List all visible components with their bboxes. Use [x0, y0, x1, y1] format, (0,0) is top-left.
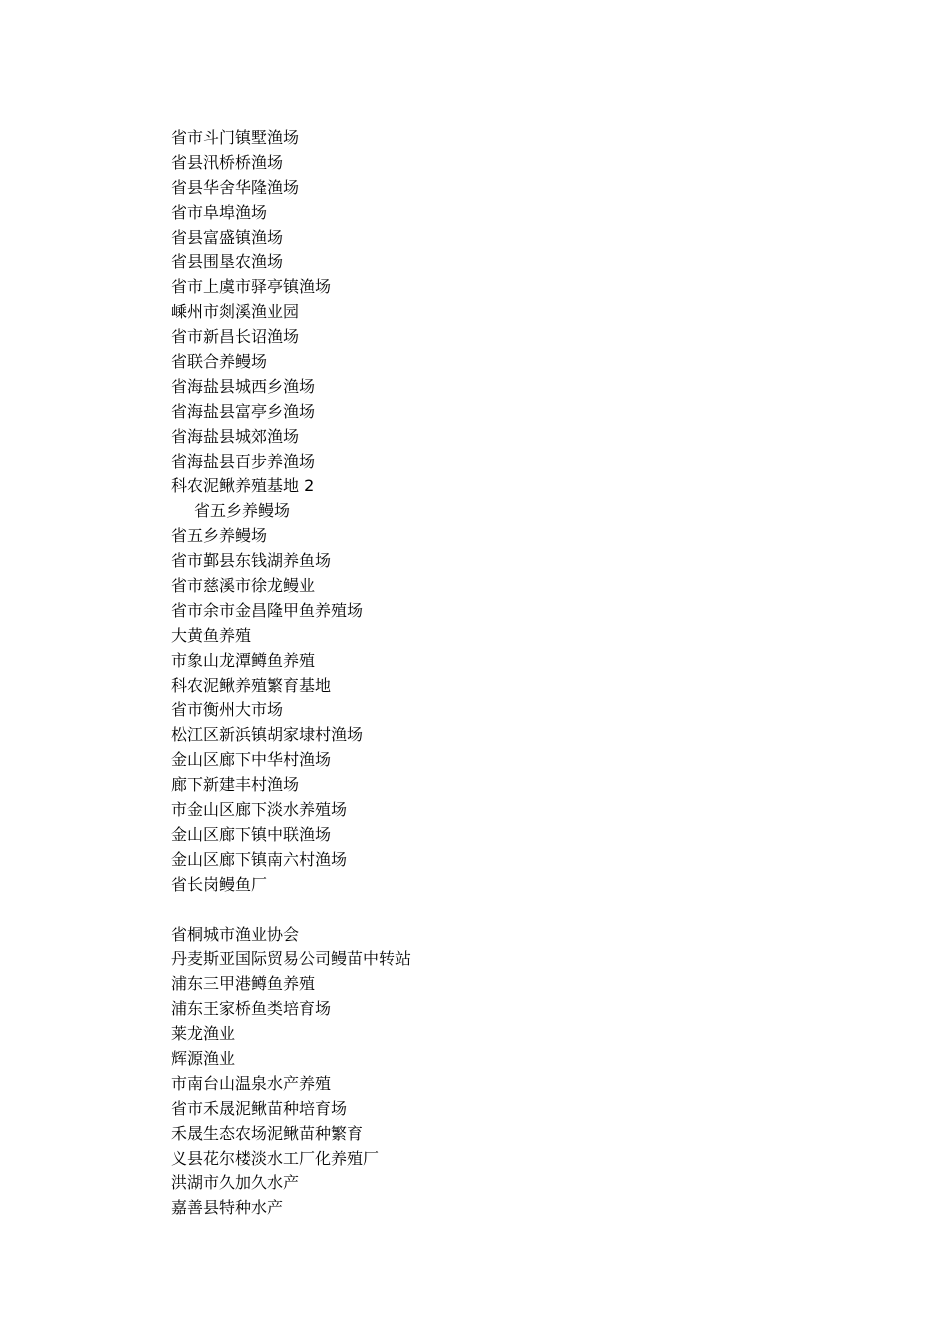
list-item: 省海盐县百步养渔场	[171, 451, 316, 471]
list-item: 市南台山温泉水产养殖	[171, 1073, 332, 1093]
list-item: 省市阜埠渔场	[171, 202, 268, 222]
list-item: 省海盐县城郊渔场	[171, 426, 300, 446]
list-item: 义县花尔楼淡水工厂化养殖厂	[171, 1148, 380, 1168]
list-item: 金山区廊下镇南六村渔场	[171, 849, 348, 869]
list-item: 省海盐县富亭乡渔场	[171, 401, 316, 421]
list-item: 浦东三甲港鳟鱼养殖	[171, 974, 316, 994]
entry-list	[171, 126, 411, 1221]
list-item: 省市上虞市驿亭镇渔场	[171, 277, 332, 297]
list-item: 省五乡养鳗场	[194, 501, 291, 521]
list-item: 禾晟生态农场泥鳅苗种繁育	[171, 1123, 364, 1143]
list-item: 省市余市金昌隆甲鱼养殖场	[171, 600, 364, 620]
list-item: 省五乡养鳗场	[171, 526, 268, 546]
list-item: 丹麦斯亚国际贸易公司鳗苗中转站	[171, 949, 412, 969]
list-item: 科农泥鳅养殖基地 2	[171, 476, 315, 496]
list-item: 嘉善县特种水产	[171, 1198, 284, 1218]
list-item: 廊下新建丰村渔场	[171, 775, 300, 795]
list-item: 省市衡州大市场	[171, 700, 284, 720]
list-item: 省海盐县城西乡渔场	[171, 376, 316, 396]
list-item: 科农泥鳅养殖繁育基地	[171, 675, 332, 695]
list-item: 省县华舍华隆渔场	[171, 177, 300, 197]
list-item: 嵊州市剡溪渔业园	[171, 302, 300, 322]
list-item: 省县围垦农渔场	[171, 252, 284, 272]
list-item: 莱龙渔业	[171, 1024, 236, 1044]
list-item: 金山区廊下中华村渔场	[171, 750, 332, 770]
list-item: 省联合养鳗场	[171, 352, 268, 372]
list-item: 洪湖市久加久水产	[171, 1173, 300, 1193]
list-item: 辉源渔业	[171, 1048, 236, 1068]
list-item: 省县富盛镇渔场	[171, 227, 284, 247]
list-item: 省市鄞县东钱湖养鱼场	[171, 551, 332, 571]
list-item: 省长岗鳗鱼厂	[171, 874, 268, 894]
list-item: 省市斗门镇墅渔场	[171, 128, 300, 147]
list-item: 省桐城市渔业协会	[171, 924, 300, 944]
list-item: 金山区廊下镇中联渔场	[171, 824, 332, 844]
list-item: 市象山龙潭鳟鱼养殖	[171, 650, 316, 670]
list-item: 松江区新浜镇胡家埭村渔场	[171, 725, 364, 745]
list-item: 大黄鱼养殖	[171, 625, 252, 645]
list-item: 省市新昌长诏渔场	[171, 327, 300, 347]
list-item: 市金山区廊下淡水养殖场	[171, 800, 348, 820]
list-item: 省市禾晟泥鳅苗种培育场	[171, 1098, 348, 1118]
list-item: 省市慈溪市徐龙鳗业	[171, 576, 316, 596]
list-item: 浦东王家桥鱼类培育场	[171, 999, 332, 1019]
list-item: 省县汛桥桥渔场	[171, 152, 284, 172]
blank-line	[171, 898, 411, 923]
